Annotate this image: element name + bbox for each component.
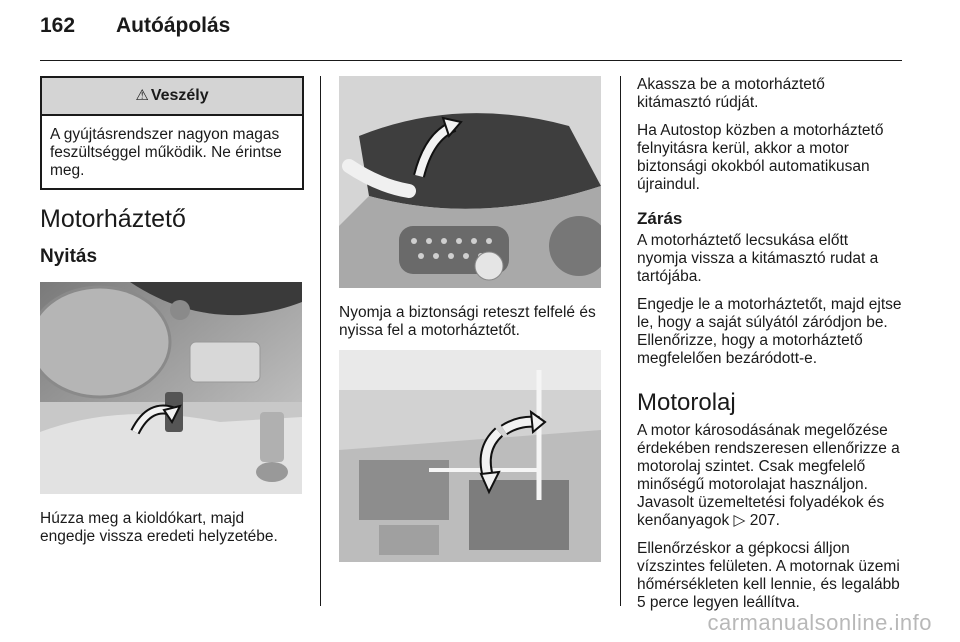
page-reference-arrow-icon: ▷ [733, 512, 746, 529]
column-divider-1 [320, 76, 321, 606]
figure-hood-stay [339, 350, 601, 562]
paragraph-push-rod: A motorháztető lecsukása előtt nyomja vissza a kitámasztó rudat a tartójába. [637, 232, 879, 285]
warning-text: A gyújtásrendszer nagyon magas feszültséggel működik. Ne érintse meg. [50, 126, 282, 179]
paragraph-level-ground: Ellenőrzéskor a gépkocsi álljon vízszintes felületen. A motornak üzemi hőmérsékleten kell lennie, és legalább 5 perce legyen leállítva. [637, 540, 900, 611]
subheading-closing: Zárás [637, 209, 683, 228]
hood-stay-illustration [339, 350, 601, 562]
paragraph-hook-stay: Akassza be a motorháztető kitámasztó rúdját. [637, 76, 825, 111]
release-lever-illustration [40, 282, 302, 494]
right-column [637, 76, 902, 622]
middle-column [339, 76, 601, 562]
caption-release-lever: Húzza meg a kioldókart, majd engedje vissza eredeti helyzetébe. [40, 510, 278, 545]
section-heading-hood: Motorháztető [40, 205, 186, 233]
page-reference-link[interactable]: 207 [749, 512, 776, 529]
section-title: Autóápolás [116, 14, 231, 37]
oil-check-text: A motor károsodásának megelőzése érdekében rendszeresen ellenőrizze a motorolaj szintet. Csak megfelelő minőségű motorolajat használjon. Javasolt üzemeltetési folyadékok és kenőanyagok [637, 422, 900, 529]
paragraph-oil-check: A motor károsodásának megelőzése érdekében rendszeresen ellenőrizze a motorolaj szintet. Csak megfelelő minőségű motorolajat használjon. Javasolt üzemeltetési folyadékok és kenőanyagok ▷ 207. [637, 422, 900, 529]
figure-release-lever [40, 282, 302, 494]
subheading-opening: Nyitás [40, 246, 98, 267]
column-divider-2 [620, 76, 621, 606]
warning-box [40, 76, 304, 190]
footer-watermark: carmanualsonline.info [707, 610, 932, 635]
warning-header [42, 78, 302, 116]
left-column [40, 76, 302, 556]
header-rule [40, 60, 902, 61]
caption-safety-catch: Nyomja a biztonsági reteszt felfelé és nyissa fel a motorháztetőt. [339, 304, 596, 339]
paragraph-lower-hood: Engedje le a motorháztetőt, majd ejtse le, hogy a saját súlyától záródjon be. Ellenőrizze, hogy a motorháztető megfelelően bezáródott-e. [637, 296, 902, 367]
page-header [40, 14, 230, 38]
paragraph-autostop: Ha Autostop közben a motorháztető felnyitásra kerül, akkor a motor biztonsági okokból automatikusan újraindul. [637, 122, 884, 193]
warning-triangle-icon: ⚠ [135, 87, 149, 104]
safety-catch-illustration [339, 76, 601, 288]
warning-title: Veszély [150, 87, 209, 104]
figure-safety-catch [339, 76, 601, 288]
section-heading-engine-oil: Motorolaj [637, 389, 736, 416]
page-number: 162 [40, 14, 76, 37]
